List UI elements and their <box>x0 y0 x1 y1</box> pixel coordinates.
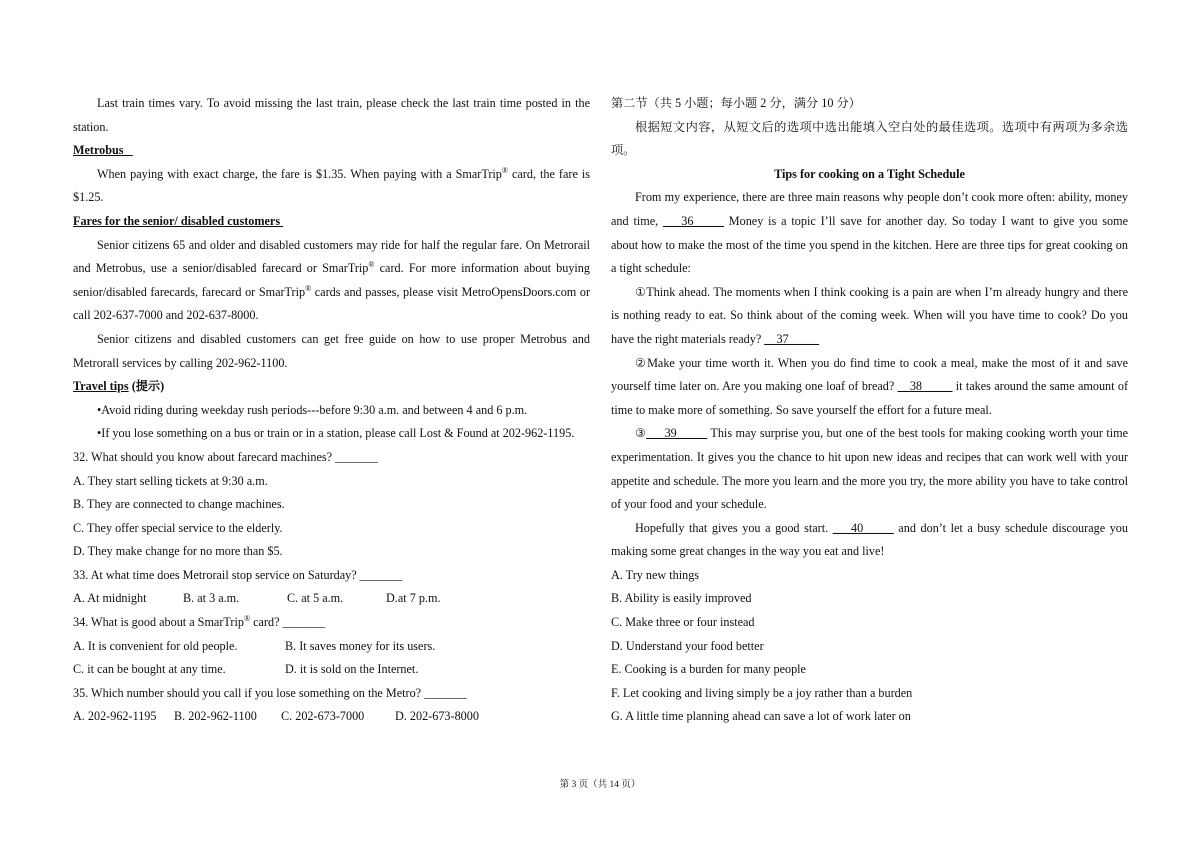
page-footer: 第 3 页（共 14 页） <box>559 780 641 790</box>
p3-line-3: time to make more of something. So save yourself the effort for a future meal. <box>611 402 992 417</box>
left-column <box>73 92 590 729</box>
blank-38: __38_____ <box>897 379 953 394</box>
q35-stem: 35. Which number should you call if you lose something on the Metro? _______ <box>73 685 467 700</box>
p1-line-1: From my experience, there are three main reasons why people don’t cook more often: ability, money <box>635 190 1128 205</box>
q32-option-b: B. They are connected to change machines. <box>73 497 285 512</box>
q35-option-d: D. 202-673-8000 <box>395 709 479 724</box>
metrobus-line-2: $1.25. <box>73 190 104 205</box>
tip-item: •Avoid riding during weekday rush periods---before 9:30 a.m. and between 4 and 6 p.m. <box>97 402 528 417</box>
metrobus-line-1: When paying with exact charge, the fare is $1.35. When paying with a SmarTrip® card, the fare is <box>97 165 590 181</box>
option-d: D. Understand your food better <box>611 638 764 653</box>
q34-option-d: D. it is sold on the Internet. <box>285 662 419 677</box>
q33-options <box>73 587 590 611</box>
p4-line-3: appetite and schedule. The more you learn and the more you try, the more ability you have to take control <box>611 473 1128 488</box>
q33-option-b: B. at 3 a.m. <box>183 591 240 606</box>
p2-line-1: ①Think ahead. The moments when I think cooking is a pain are when I’m already hungry and there <box>635 284 1128 299</box>
option-f: F. Let cooking and living simply be a joy rather than a burden <box>611 685 913 700</box>
metrobus-heading-text: Metrobus <box>73 143 124 158</box>
p3-line-2: yourself time later on. Are you making one loaf of bread? __38_____ it takes around the same amount of <box>611 379 1128 394</box>
q34-option-b: B. It saves money for its users. <box>285 638 436 653</box>
p1-line-4: a tight schedule: <box>611 261 691 276</box>
last-train-line-2: station. <box>73 119 109 134</box>
q32-stem: 32. What should you know about farecard machines? _______ <box>73 449 378 464</box>
option-b: B. Ability is easily improved <box>611 591 752 606</box>
p4-line-2: experimentation. It gives you the chance to hit upon new ideas and recipes that can work well with your <box>611 449 1128 464</box>
passage-title: Tips for cooking on a Tight Schedule <box>774 166 965 181</box>
fares-line-2: and Metrobus, use a senior/disabled farecard or SmarTrip® card. For more information about buying <box>73 260 590 276</box>
tip-item: •If you lose something on a bus or train or in a station, please call Lost & Found at 202-962-1195. <box>97 426 575 441</box>
right-column <box>611 92 1128 729</box>
q34-option-c: C. it can be bought at any time. <box>73 662 226 677</box>
tips-heading: Travel tips (提示) <box>73 379 165 394</box>
fares2-line-1: Senior citizens and disabled customers can get free guide on how to use proper Metrobus and <box>97 331 590 346</box>
p1-line-2: and time, ___36_____ Money is a topic I’ll save for another day. So today I want to give you some <box>611 213 1128 228</box>
q34-options-row-2 <box>73 658 590 682</box>
fares-line-1: Senior citizens 65 and older and disabled customers may ride for half the regular fare. On Metrorail <box>97 237 590 252</box>
blank-37: __37_____ <box>764 331 820 346</box>
q33-option-c: C. at 5 a.m. <box>287 591 344 606</box>
fares2-line-2: Metrorall services by calling 202-962-1100. <box>73 355 288 370</box>
p5-line-1: Hopefully that gives you a good start. ___40_____ and don’t let a busy schedule discourage you <box>635 520 1128 535</box>
section-title: 第二节（共 5 小题；每小题 2 分，满分 10 分） <box>611 96 861 110</box>
fares-line-4: call 202-637-7000 and 202-637-8000. <box>73 308 259 323</box>
metrobus-heading <box>73 139 590 163</box>
p2-line-2: is nothing ready to eat. So think about of the coming week. When will you have time to cook? Do you <box>611 308 1128 323</box>
option-c: C. Make three or four instead <box>611 615 755 630</box>
p4-line-4: of your food and your schedule. <box>611 497 767 512</box>
p1-line-3: about how to make the most of the time you spend in the kitchen. Here are three tips for great cooking on <box>611 237 1128 252</box>
q32-option-a: A. They start selling tickets at 9:30 a.m. <box>73 473 268 488</box>
blank-39: ___39_____ <box>646 426 708 441</box>
q35-option-c: C. 202-673-7000 <box>281 709 365 724</box>
q35-option-a: A. 202-962-1195 <box>73 709 157 724</box>
q34-options-row-1 <box>73 635 590 659</box>
q32-option-c: C. They offer special service to the elderly. <box>73 520 283 535</box>
q35-options <box>73 705 590 729</box>
blank-40: ___40_____ <box>832 520 894 535</box>
q34-option-a: A. It is convenient for old people. <box>73 638 238 653</box>
p2-line-3: have the right materials ready? __37_____ <box>611 331 820 346</box>
q34-stem: 34. What is good about a SmarTrip® card? _______ <box>73 614 326 630</box>
p3-line-1: ②Make your time worth it. When you do find time to cook a meal, make the most of it and save <box>635 355 1128 370</box>
instructions-line-1: 根据短文内容，从短文后的选项中选出能填入空白处的最佳选项。选项中有两项为多余选 <box>635 119 1128 134</box>
q32-option-d: D. They make change for no more than $5. <box>73 544 283 559</box>
option-e: E. Cooking is a burden for many people <box>611 662 806 677</box>
option-g: G. A little time planning ahead can save a lot of work later on <box>611 709 911 724</box>
instructions-line-2: 项。 <box>611 143 636 158</box>
q33-option-a: A. At midnight <box>73 591 147 606</box>
fares-line-3: senior/disabled farecards, farecard or SmarTrip® cards and passes, please visit MetroOpensDoors.com or <box>73 283 590 299</box>
q33-option-d: D.at 7 p.m. <box>386 591 441 606</box>
fares-heading: Fares for the senior/ disabled customers <box>73 213 281 228</box>
p4-line-1: ③___39_____ This may surprise you, but one of the best tools for making cooking worth your time <box>635 426 1128 441</box>
last-train-line-1: Last train times vary. To avoid missing the last train, please check the last train time posted in the <box>97 96 590 110</box>
p5-line-2: making some great changes in the way you eat and live! <box>611 544 885 559</box>
blank-36: ___36_____ <box>663 213 724 228</box>
q33-stem: 33. At what time does Metrorail stop service on Saturday? _______ <box>73 567 403 582</box>
option-a: A. Try new things <box>611 567 700 582</box>
q35-option-b: B. 202-962-1100 <box>174 709 257 724</box>
